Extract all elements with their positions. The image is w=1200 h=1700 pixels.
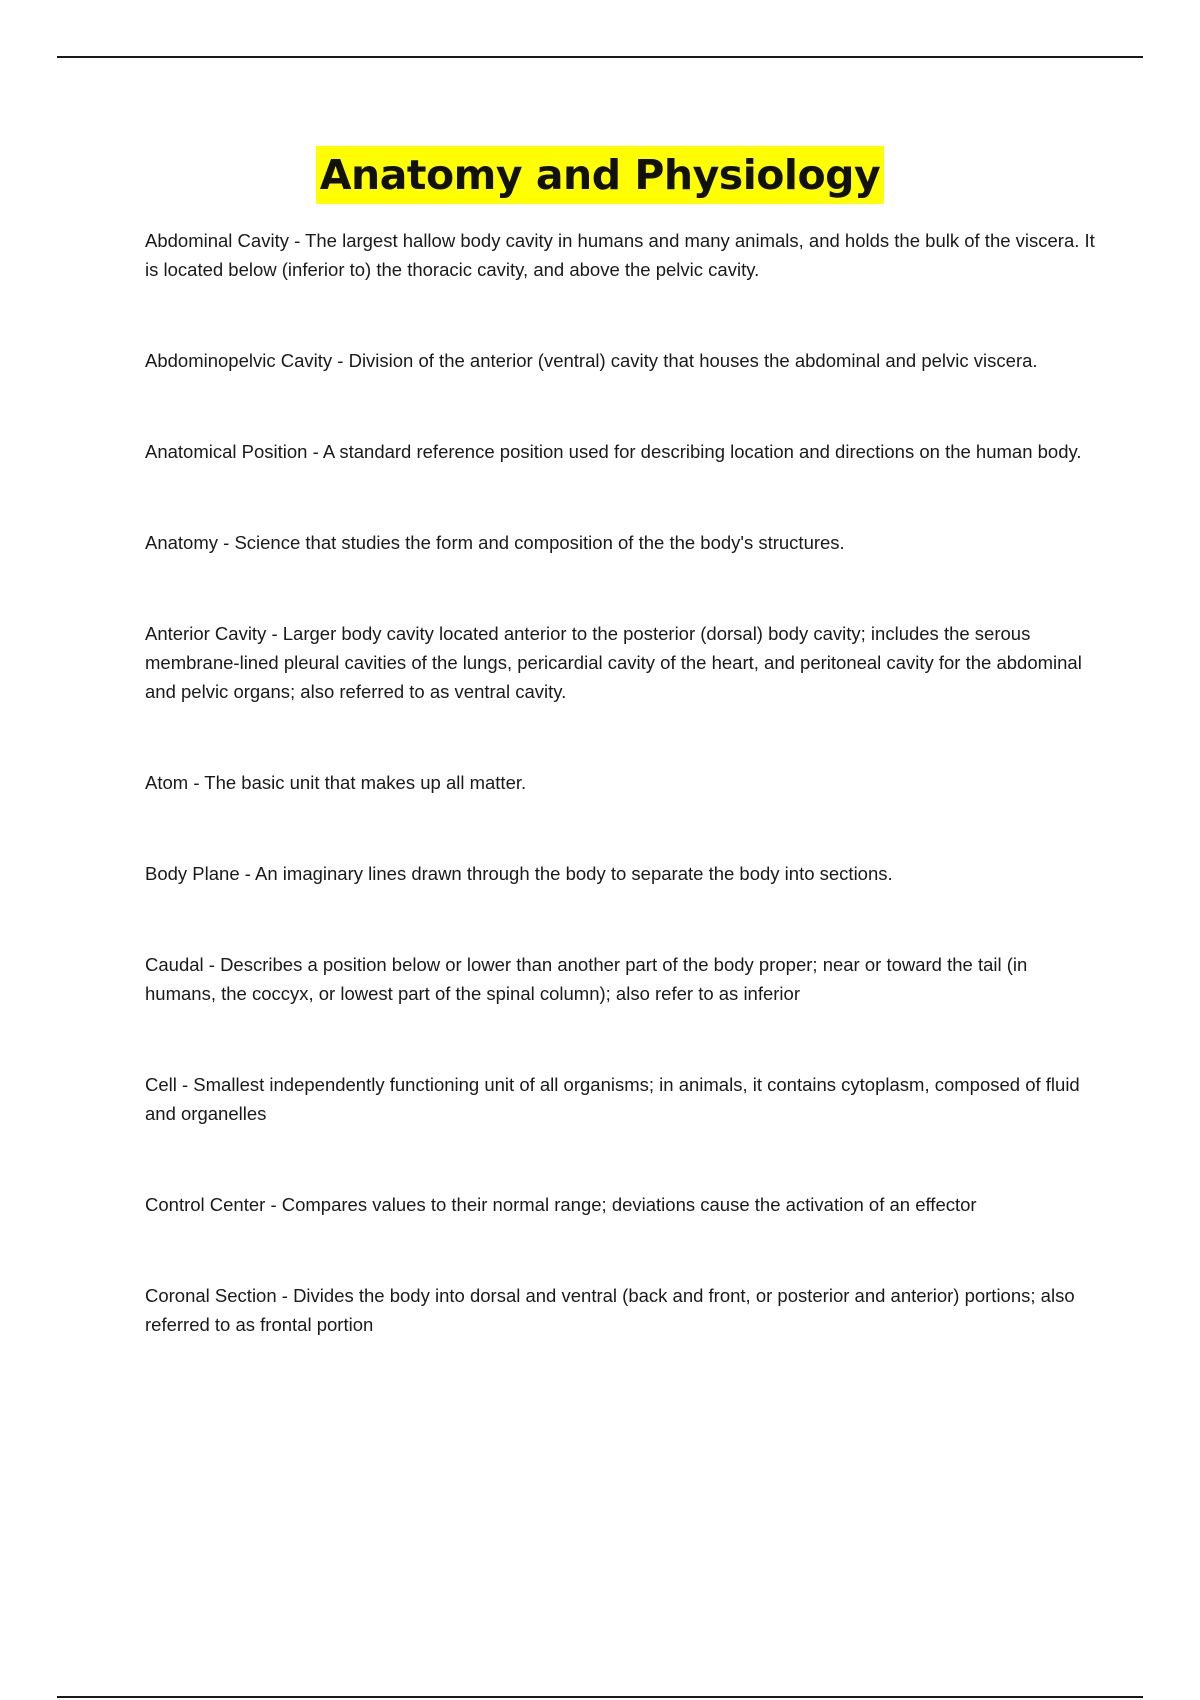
glossary-entry: Anatomy - Science that studies the form and composition of the the body's structures.: [145, 532, 845, 553]
glossary-entry: Caudal - Describes a position below or lower than another part of the body proper; near or toward the tail (in humans, the coccyx, or lowest part of the spinal column); also refer to as inferior: [145, 954, 1028, 1004]
glossary-entry: Body Plane - An imaginary lines drawn through the body to separate the body into sections.: [145, 863, 893, 884]
glossary-entry: Anatomical Position - A standard reference position used for describing location and directions on the human body.: [145, 441, 1082, 462]
glossary-entry: Abdominal Cavity - The largest hallow body cavity in humans and many animals, and holds the bulk of the viscera. It is located below (inferior to) the thoracic cavity, and above the pelvic cavity.: [145, 230, 1095, 280]
glossary-entry: Control Center - Compares values to their normal range; deviations cause the activation of an effector: [145, 1194, 977, 1215]
bottom-rule: [57, 1696, 1143, 1698]
glossary-entry: Abdominopelvic Cavity - Division of the anterior (ventral) cavity that houses the abdominal and pelvic viscera.: [145, 350, 1038, 371]
glossary-entry: Cell - Smallest independently functioning unit of all organisms; in animals, it contains cytoplasm, composed of fluid and organelles: [145, 1074, 1080, 1124]
glossary-entry: Coronal Section - Divides the body into dorsal and ventral (back and front, or posterior and anterior) portions; also referred to as frontal portion: [145, 1285, 1075, 1335]
title-container: [0, 146, 1200, 204]
glossary-entry: Atom - The basic unit that makes up all matter.: [145, 772, 527, 793]
glossary-list: [145, 226, 1095, 1401]
glossary-entry: Anterior Cavity - Larger body cavity located anterior to the posterior (dorsal) body cavity; includes the serous membrane-lined pleural cavities of the lungs, pericardial cavity of the heart, and peritoneal cavity for the abdominal and pelvic organs; also referred to as ventral cavity.: [145, 623, 1082, 702]
page-title: Anatomy and Physiology: [316, 146, 884, 204]
top-rule: [57, 56, 1143, 58]
